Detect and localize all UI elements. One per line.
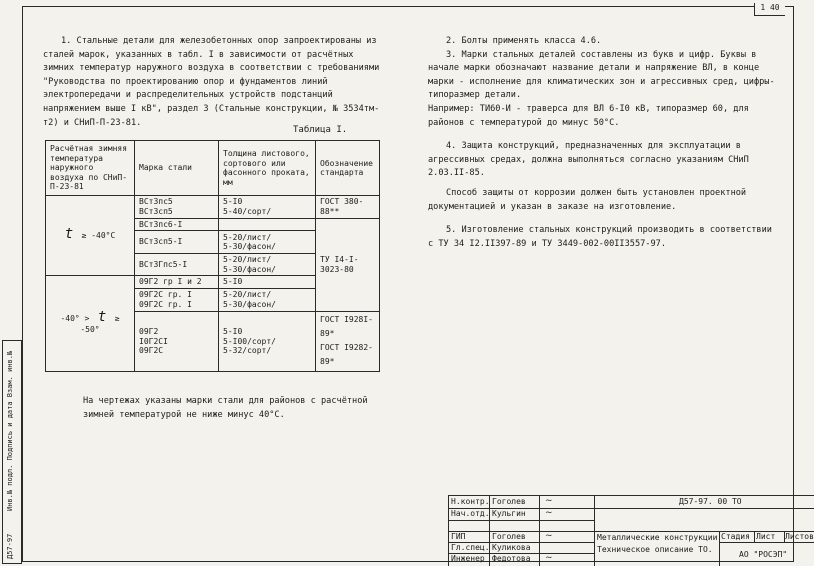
temp-text-2b: ≥ -50° bbox=[80, 314, 120, 334]
thickness-cell: 5-20/лист/ 5-30/фасон/ bbox=[219, 253, 316, 276]
bottom-note: На чертежах указаны марки стали для районов с расчётной зимней температурой не ниже минус 40°С. bbox=[83, 396, 368, 420]
thickness-cell bbox=[219, 218, 316, 231]
header-thickness: Толщина листового, сортового или фасонного проката, мм bbox=[219, 141, 316, 196]
role-2: Нач.отд. bbox=[451, 509, 490, 518]
role-3: ГИП bbox=[451, 532, 466, 541]
thickness-cell: 5-20/лист/ 5-30/фасон/ bbox=[219, 231, 316, 254]
name-1: Гоголев bbox=[492, 497, 526, 506]
steel-grades-table bbox=[45, 140, 380, 372]
sheet-label: Лист bbox=[756, 532, 776, 541]
name-4: Куликова bbox=[492, 543, 531, 552]
temp-group-1 bbox=[46, 196, 135, 276]
table-header bbox=[46, 141, 380, 196]
name-2: Кульгин bbox=[492, 509, 526, 518]
name-5: Федотова bbox=[492, 554, 531, 563]
document-title: Металлические конструкции Техническое описание ТО. bbox=[597, 533, 718, 554]
title-block bbox=[448, 495, 814, 566]
side-margin bbox=[2, 340, 22, 564]
standard-cell: ГОСТ I928I-89* ГОСТ I9282-89* bbox=[316, 311, 380, 371]
paragraph-3: 3. Марки стальных деталей составлены из букв и цифр. Буквы в начале марки обозначают название детали и напряжение ВЛ, в конце марки - исполнение для климатических зон и агрессивных сред, цифры-типоразмер детали. bbox=[428, 49, 775, 101]
paragraph-2: 2. Болты применять класса 4.6. bbox=[446, 36, 602, 46]
temp-symbol-1: t bbox=[64, 226, 74, 243]
header-grade: Марка стали bbox=[135, 141, 219, 196]
thickness-cell: 5-I0 bbox=[219, 276, 316, 289]
paragraph-5: 5. Изготовление стальных конструкций производить в соответствии с ТУ 34 I2.II397-89 и ТУ 3449-002-00II3557-97. bbox=[428, 225, 772, 249]
temp-text-2a: -40° > bbox=[60, 314, 90, 324]
page-number: 1 40 bbox=[754, 3, 785, 16]
grade-cell: ВСт3пс5 ВСт3сп5 bbox=[135, 196, 219, 219]
document-code: Д57-97. 00 ТО bbox=[679, 497, 742, 506]
grade-cell: ВСт3сп5-I bbox=[135, 231, 219, 254]
sheets-label: Листов bbox=[785, 532, 814, 541]
grade-cell: 09Г2 гр I и 2 bbox=[135, 276, 219, 289]
role-4: Гл.спец. bbox=[451, 543, 490, 552]
thickness-cell: 5-20/лист/ 5-30/фасон/ bbox=[219, 289, 316, 312]
example bbox=[428, 103, 778, 130]
signature-1: ~ bbox=[545, 496, 553, 506]
name-3: Гоголев bbox=[492, 532, 526, 541]
role-5: Инженер bbox=[451, 554, 485, 563]
role-1: Н.контр. bbox=[451, 497, 490, 506]
grade-cell: ВСт3Гпс5-I bbox=[135, 253, 219, 276]
right-column bbox=[428, 35, 778, 251]
paragraph-1: 1. Стальные детали для железобетонных опор запроектированы из сталей марок, указанных в табл. I в зависимости от расчётных зимних температур наружного воздуха в соответствии с требованиями "Руководства по проектированию опор и фундаментов линий электропередачи и распределительных устройств подстанций напряжением выше I кВ", раздел 3 (Стальные конструкции, № 3534тм-т2) и СНиП-П-23-81. bbox=[43, 36, 380, 128]
standard-cell: ГОСТ 380-88** bbox=[316, 196, 380, 219]
header-temp: Расчётная зимняя температура наружного воздуха по СНиП-П-23-81 bbox=[46, 141, 135, 196]
header-standard: Обозначение стандарта bbox=[316, 141, 380, 196]
grade-cell: 09Г2С гр. I 09Г2С гр. I bbox=[135, 289, 219, 312]
thickness-cell: 5-I0 5-I00/сорт/ 5-32/сорт/ bbox=[219, 311, 316, 371]
temp-text-1: ≥ -40°С bbox=[81, 231, 116, 241]
signature-3: ~ bbox=[545, 531, 553, 541]
signature-5: ~ bbox=[545, 553, 553, 563]
paragraph-4: 4. Защита конструкций, предназначенных для эксплуатации в агрессивных средах, должна выполняться согласно указаниям СНиП 2.03.II-85. bbox=[428, 141, 749, 179]
organization: АО "РОСЭП" bbox=[739, 550, 788, 559]
thickness-cell: 5-I0 5-40/сорт/ bbox=[219, 196, 316, 219]
paragraph-4b: Способ защиты от коррозии должен быть установлен проектной документацией и указан в заказе на изготовление. bbox=[428, 187, 747, 212]
table-row bbox=[46, 196, 380, 219]
side-label: Инв.№ подл. Подпись и дата Взам. инв.№ bbox=[6, 350, 14, 511]
temp-group-2 bbox=[46, 276, 135, 372]
example-text: ТИ60-И - траверса для ВЛ 6-I0 кВ, типоразмер 60, для районов с температурой до минус 50°С. bbox=[428, 103, 749, 128]
side-code: Д57-97 bbox=[6, 533, 14, 559]
standard-cell-merged: ТУ I4-I-3023-80 bbox=[316, 218, 380, 311]
table-caption: Таблица I. bbox=[293, 125, 348, 135]
stage-label: Стадия bbox=[721, 532, 750, 541]
grade-cell: ВСт3пс6-I bbox=[135, 218, 219, 231]
temp-symbol-2: t bbox=[97, 309, 107, 326]
signature-2: ~ bbox=[545, 508, 553, 518]
example-label: Например: bbox=[428, 103, 475, 114]
grade-cell: 09Г2 I0Г2СI 09Г2С bbox=[135, 311, 219, 371]
left-column bbox=[43, 35, 383, 130]
